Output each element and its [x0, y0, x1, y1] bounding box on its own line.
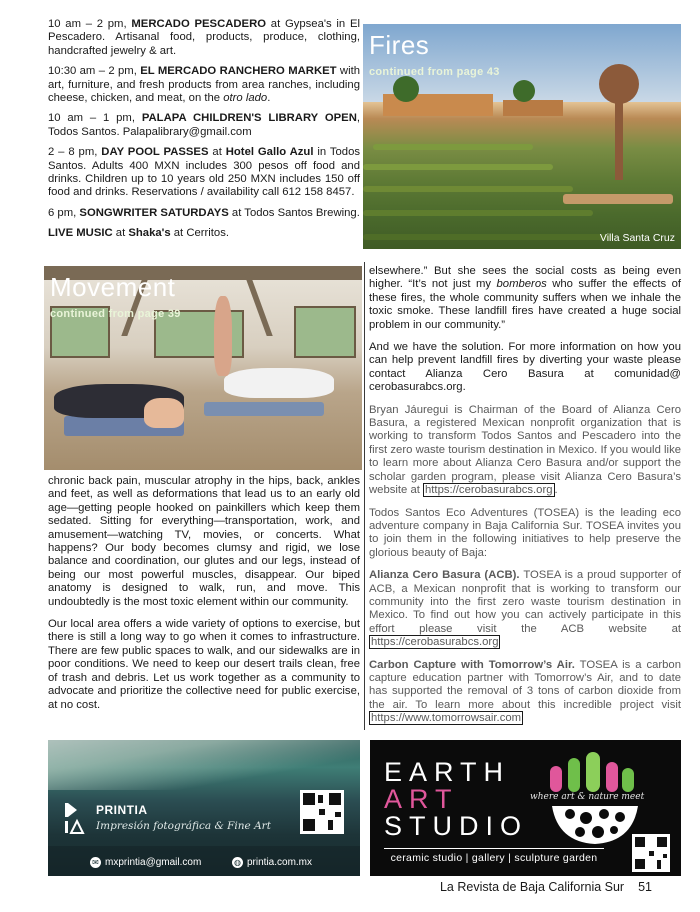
photo-title: Fires — [369, 30, 430, 60]
event-title: PALAPA CHILDREN'S LIBRARY OPEN — [141, 112, 357, 125]
photo-subtitle: continued from page 43 — [369, 66, 500, 78]
printia-tagline: Impresión fotográfica & Fine Art — [96, 820, 271, 832]
event-title: DAY POOL PASSES — [101, 146, 209, 159]
movement-photo — [44, 266, 362, 470]
qr-code-icon — [632, 834, 670, 872]
event-title: MERCADO PESCADERO — [131, 18, 267, 30]
fires-article — [369, 265, 681, 735]
fires-photo — [363, 24, 681, 249]
path-shape — [563, 194, 673, 204]
tree-shape — [513, 80, 535, 102]
acb-website-link[interactable]: https://cerobasurabcs.org — [371, 636, 499, 649]
earth-art-studio-ad[interactable] — [370, 740, 681, 876]
tree-trunk — [615, 100, 623, 180]
event-title: SONGWRITER SATURDAYS — [79, 206, 229, 219]
printia-website[interactable]: ◍ printia.com.mx — [234, 857, 313, 868]
article-paragraph: elsewhere.” But she sees the social costs as being even higher. “It’s not just my bomberos who suffer the effects of these fires, the whole community suffers when we inhale the toxic smoke. These landfill fires have created a huge social problem in our community.” — [369, 265, 681, 331]
page-footer — [440, 880, 652, 894]
event-title: LIVE MUSIC — [48, 227, 113, 240]
cactus-illustration-icon — [542, 748, 642, 794]
earth-services: ceramic studio | gallery | sculpture garden — [384, 848, 604, 864]
tree-shape — [393, 76, 419, 102]
person-shape — [224, 368, 334, 398]
qr-code-icon — [300, 790, 344, 834]
photo-title: Movement — [50, 272, 176, 302]
cerobasura-link[interactable]: https://cerobasurabcs.org — [425, 484, 553, 497]
brand-line-art: ART — [384, 784, 459, 814]
printia-email[interactable]: ✉ mxprintia@gmail.com — [90, 857, 201, 868]
pottery-bowl-icon — [550, 802, 640, 846]
ocean-foam — [48, 740, 360, 790]
printia-logo-icon — [64, 802, 86, 834]
brand-line-earth: EARTH — [384, 757, 511, 787]
event-songwriter-saturdays: 6 pm, SONGWRITER SATURDAYS at Todos Santos Brewing. — [48, 206, 360, 219]
event-day-pool-passes: 2 – 8 pm, DAY POOL PASSES at Hotel Gallo Azul in Todos Santos. Adults 400 MXN includes 300 pesos off food and drinks. Children up to 10 years old 250 MXN includes 150 off food and drinks. Reservations / availability call 612 158 8457. — [48, 146, 361, 199]
article-paragraph: chronic back pain, muscular atrophy in the hips, back, ankles and feet, as well as deformations that lead us to an early old age—getting people hooked on painkillers which keep them sedated. Sitting for everything—transportation, work, and amusement—watching TV, movies, or concerts. What happens? Our body becomes clumsy and rigid, we lose balance and coordination, our glutes and our legs, instead of being our most powerful muscles, disappear. Our biped anatomy is designed to walk, run, and move. This undoubtedly is the most toxic element within our community. — [48, 475, 360, 608]
column-divider — [364, 262, 365, 730]
publication-name: La Revista de Baja California Sur — [439, 880, 625, 894]
person-shape — [214, 296, 232, 376]
yoga-mat — [204, 402, 324, 416]
tree-shape — [599, 64, 639, 104]
crop-row — [363, 164, 553, 170]
initiative-carbon-capture: Carbon Capture with Tomorrow’s Air. TOSEA is a carbon capture education partner with Tomorrow’s Air, and to date has supported the removal of 3 tons of carbon dioxide from the air. To learn more about this incredible project visit https://www.tomorrowsair.com — [369, 658, 681, 725]
event-mercado-ranchero: 10:30 am – 2 pm, EL MERCADO RANCHERO MARKET with art, furniture, and fresh products from area ranches, including cheese, chicken, and meat, on the otro lado. — [48, 65, 361, 105]
photo-caption: Villa Santa Cruz — [599, 232, 675, 244]
tomorrowsair-link[interactable]: https://www.tomorrowsair.com — [371, 712, 522, 725]
crop-row — [363, 186, 573, 192]
brand-line-studio: STUDIO — [384, 811, 529, 841]
events-column — [48, 18, 360, 248]
globe-icon: ◍ — [232, 857, 243, 868]
page-number: 51 — [638, 880, 652, 894]
event-mercado-pescadero: 10 am – 2 pm, MERCADO PESCADERO at Gypsea's in El Pescadero. Artisanal food, products, produce, clothing, handcrafted jewelry & art. — [48, 18, 360, 57]
crop-row — [363, 234, 613, 240]
article-paragraph: Our local area offers a wide variety of options to exercise, but there is still a long way to go when it comes to infrastructure. There are few public spaces to walk, and our sidewalks are in poor conditions. We need to keep our desert trails clean, free of trash and debris. Let us work together as a community to advocate and prioritize the collective need for public exercise, at no cost. — [48, 618, 360, 711]
mail-icon: ✉ — [90, 857, 101, 868]
photo-subtitle: continued from page 39 — [50, 308, 181, 320]
event-live-music: LIVE MUSIC at Shaka's at Cerritos. — [48, 227, 230, 240]
initiative-acb: Alianza Cero Basura (ACB). TOSEA is a proud supporter of ACB, a Mexican nonprofit that is working to transform our community into the first zero waste tourism destination in Mexico. To find out how you can actively participate in this effort please visit the ACB website at https://cerobasurabcs.org — [369, 569, 681, 649]
person-shape — [144, 398, 184, 428]
movement-article — [48, 475, 360, 721]
crop-row — [363, 210, 593, 216]
tosea-intro: Todos Santos Eco Adventures (TOSEA) is the leading eco adventure company in Baja California Sur. TOSEA invites you to join them in the following initiatives to help preserve the glorious beauty of Baja: — [369, 506, 681, 559]
printia-ad[interactable] — [48, 740, 360, 876]
printia-name: PRINTIA — [96, 803, 148, 817]
author-bio: Bryan Jáuregui is Chairman of the Board of Alianza Cero Basura, a registered Mexican nonprofit organization that is working to transform Todos Santos and Pescadero into the first zero waste tourism destination in Mexico. If you would like to learn more about Alianza Cero Basura and/or support the scholar garden program, please visit Alianza Cero Basura’s website at https://cerobasurabcs.org . — [369, 403, 681, 497]
event-title: EL MERCADO RANCHERO MARKET — [140, 65, 337, 78]
earth-tagline: where art & nature meet — [530, 792, 645, 802]
building-shape — [503, 100, 563, 116]
event-palapa-library: 10 am – 1 pm, PALAPA CHILDREN'S LIBRARY OPEN, Todos Santos. Palapalibrary@gmail.com — [48, 112, 360, 138]
window-shape — [294, 306, 356, 358]
article-paragraph: And we have the solution. For more information on how you can help prevent landfill fires by diverting your waste please contact Alianza Cero Basura at comunidad@ cerobasurabcs.org. — [369, 341, 681, 394]
crop-row — [373, 144, 533, 150]
